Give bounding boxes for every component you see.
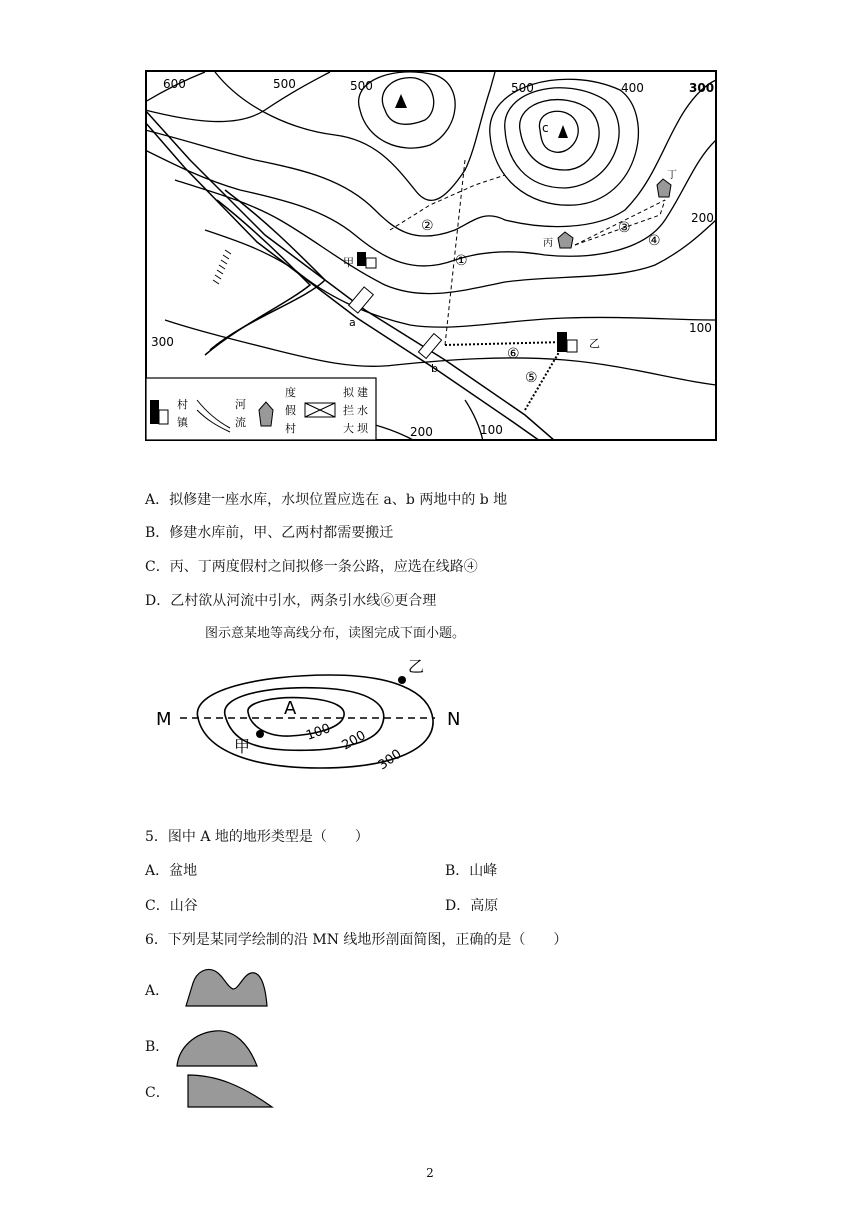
svg-text:大: 大 — [343, 422, 354, 435]
route-1-label: ① — [455, 253, 468, 269]
contour-label: 100 — [480, 423, 503, 437]
point-jia — [256, 730, 264, 738]
point-c-label: c — [542, 121, 549, 135]
route-3-label: ③ — [618, 220, 631, 236]
topographic-map — [145, 70, 717, 441]
contour-map-mn — [150, 650, 480, 780]
contour-label: 400 — [621, 81, 644, 95]
contour-label: 300 — [151, 335, 174, 349]
route-4-label: ④ — [648, 233, 661, 249]
label-jia: 甲 — [234, 737, 251, 756]
q4-option-d: D．乙村欲从河流中引水，两条引水线⑥更合理 — [145, 593, 437, 609]
svg-text:建: 建 — [357, 386, 368, 399]
intro-text: 图示意某地等高线分布，读图完成下面小题。 — [205, 626, 466, 641]
q6-option-a-label: A． — [145, 983, 170, 999]
svg-text:假: 假 — [285, 404, 296, 417]
label-n: N — [447, 709, 461, 730]
svg-text:流: 流 — [235, 416, 246, 429]
svg-text:拟: 拟 — [343, 386, 354, 399]
svg-text:镇: 镇 — [177, 416, 188, 429]
profile-a — [185, 965, 270, 1007]
contour-label: 200 — [691, 211, 714, 225]
svg-text:b: b — [431, 362, 438, 375]
label-m: M — [156, 709, 172, 730]
svg-text:水: 水 — [357, 404, 368, 417]
q6-option-c-label: C． — [145, 1085, 170, 1101]
q6-option-b-label: B． — [145, 1039, 170, 1055]
svg-text:村: 村 — [285, 422, 296, 435]
svg-text:拦: 拦 — [343, 404, 354, 417]
svg-text:丁: 丁 — [667, 170, 677, 181]
point-yi — [398, 676, 406, 684]
q5-stem: 5．图中 A 地的地形类型是（ ） — [145, 829, 369, 845]
q4-option-c: C．丙、丁两度假村之间拟修一条公路，应选在线路④ — [145, 559, 478, 575]
profile-b — [175, 1027, 260, 1067]
svg-text:度: 度 — [285, 386, 296, 399]
map-legend — [146, 378, 376, 440]
label-a: A — [284, 698, 297, 719]
contour-100: 100 — [304, 721, 333, 744]
svg-text:村: 村 — [177, 398, 188, 411]
contour-label: 200 — [410, 425, 433, 439]
svg-text:a: a — [349, 316, 356, 329]
contour-label: 500 — [350, 79, 373, 93]
svg-text:甲: 甲 — [343, 256, 354, 269]
contour-label: 500 — [273, 77, 296, 91]
route-5-label: ⑤ — [525, 370, 538, 386]
svg-text:乙: 乙 — [589, 337, 600, 350]
q4-option-b: B．修建水库前，甲、乙两村都需要搬迁 — [145, 525, 394, 541]
route-2-label: ② — [421, 218, 434, 234]
contour-label: 300 — [689, 81, 715, 95]
contour-label: 500 — [511, 81, 534, 95]
q5-option-d: D．高原 — [445, 898, 499, 914]
page-number: 2 — [426, 1166, 434, 1180]
contour-label: 600 — [163, 77, 186, 91]
q4-option-a: A．拟修建一座水库，水坝位置应选在 a、b 两地中的 b 地 — [145, 492, 508, 508]
svg-text:河: 河 — [235, 398, 246, 411]
svg-text:丙: 丙 — [543, 238, 553, 249]
contour-300: 300 — [375, 746, 405, 774]
q6-stem: 6．下列是某同学绘制的沿 MN 线地形剖面简图，正确的是（ ） — [145, 932, 568, 948]
q5-option-a: A．盆地 — [145, 863, 198, 879]
q5-option-b: B．山峰 — [445, 863, 498, 879]
contour-200: 200 — [339, 728, 369, 754]
label-yi: 乙 — [408, 657, 425, 676]
contour-label: 100 — [689, 321, 712, 335]
profile-c — [186, 1073, 276, 1109]
route-6-label: ⑥ — [507, 346, 520, 362]
svg-text:坝: 坝 — [357, 422, 368, 435]
q5-option-c: C．山谷 — [145, 898, 198, 914]
